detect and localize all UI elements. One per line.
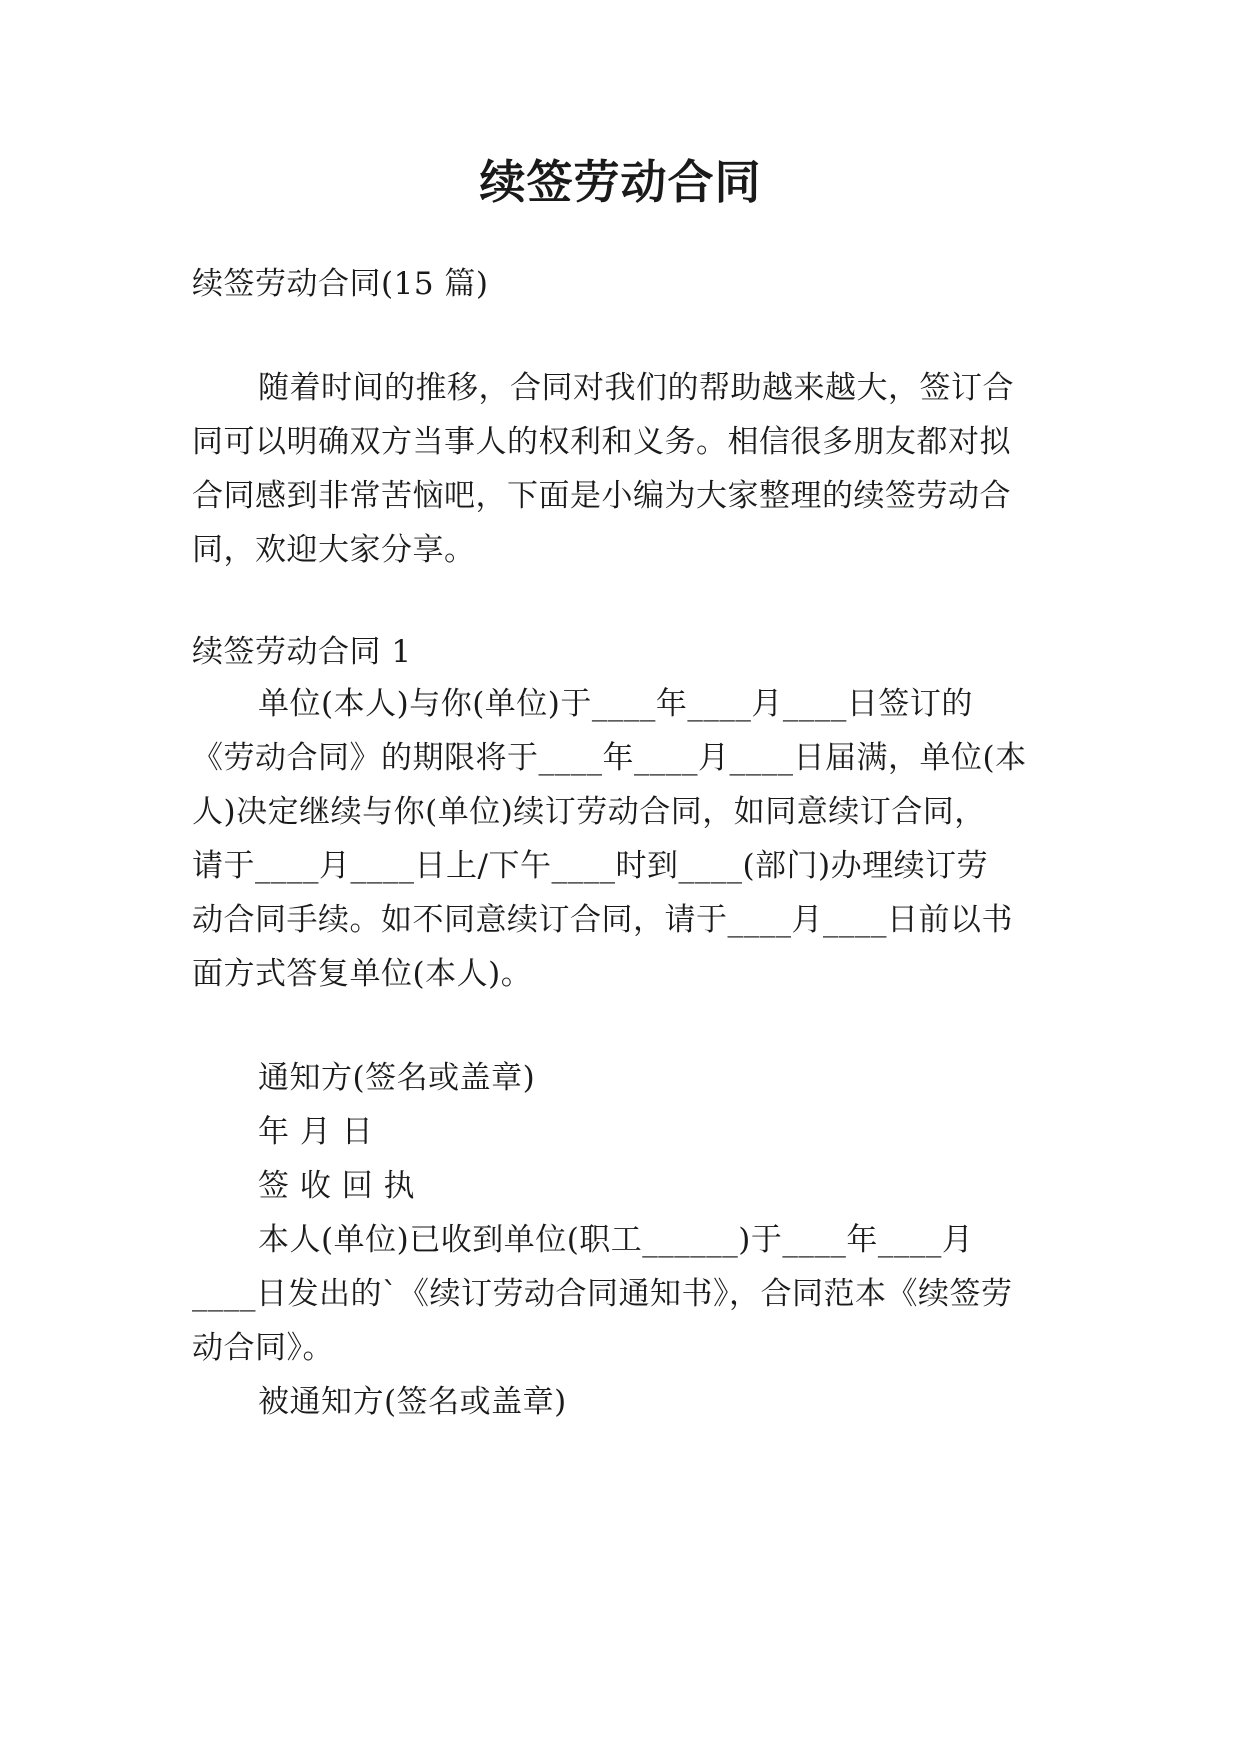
intro-line: 同，欢迎大家分享。 <box>192 532 476 568</box>
section1-line: 请于____月____日上/下午____时到____(部门)办理续订劳 <box>192 848 989 884</box>
notified-signature: 被通知方(签名或盖章) <box>258 1384 567 1420</box>
section1-line: 动合同手续。如不同意续订合同，请于____月____日前以书 <box>192 902 1013 938</box>
intro-line: 合同感到非常苦恼吧，下面是小编为大家整理的续签劳动合 <box>192 478 1011 514</box>
notifier-signature: 通知方(签名或盖章) <box>258 1060 536 1096</box>
section-heading: 续签劳动合同 1 <box>192 634 412 670</box>
section1-line: 人)决定继续与你(单位)续订劳动合同，如同意续订合同， <box>192 794 986 830</box>
receipt-line: ____日发出的`《续订劳动合同通知书》，合同范本《续签劳 <box>192 1276 1013 1312</box>
document-title: 续签劳动合同 <box>479 155 762 209</box>
section1-line: 《劳动合同》的期限将于____年____月____日届满，单位(本 <box>192 740 1027 776</box>
receipt-title: 签 收 回 执 <box>258 1168 416 1204</box>
intro-line: 同可以明确双方当事人的权利和义务。相信很多朋友都对拟 <box>192 424 1011 460</box>
document-subtitle: 续签劳动合同(15 篇) <box>192 266 489 302</box>
date-line: 年 月 日 <box>258 1114 374 1150</box>
intro-line: 随着时间的推移，合同对我们的帮助越来越大，签订合 <box>258 370 1014 406</box>
receipt-line: 本人(单位)已收到单位(职工______)于____年____月 <box>258 1222 974 1258</box>
section1-line: 面方式答复单位(本人)。 <box>192 956 533 992</box>
receipt-line: 动合同》。 <box>192 1330 334 1366</box>
section1-line: 单位(本人)与你(单位)于____年____月____日签订的 <box>258 686 973 722</box>
